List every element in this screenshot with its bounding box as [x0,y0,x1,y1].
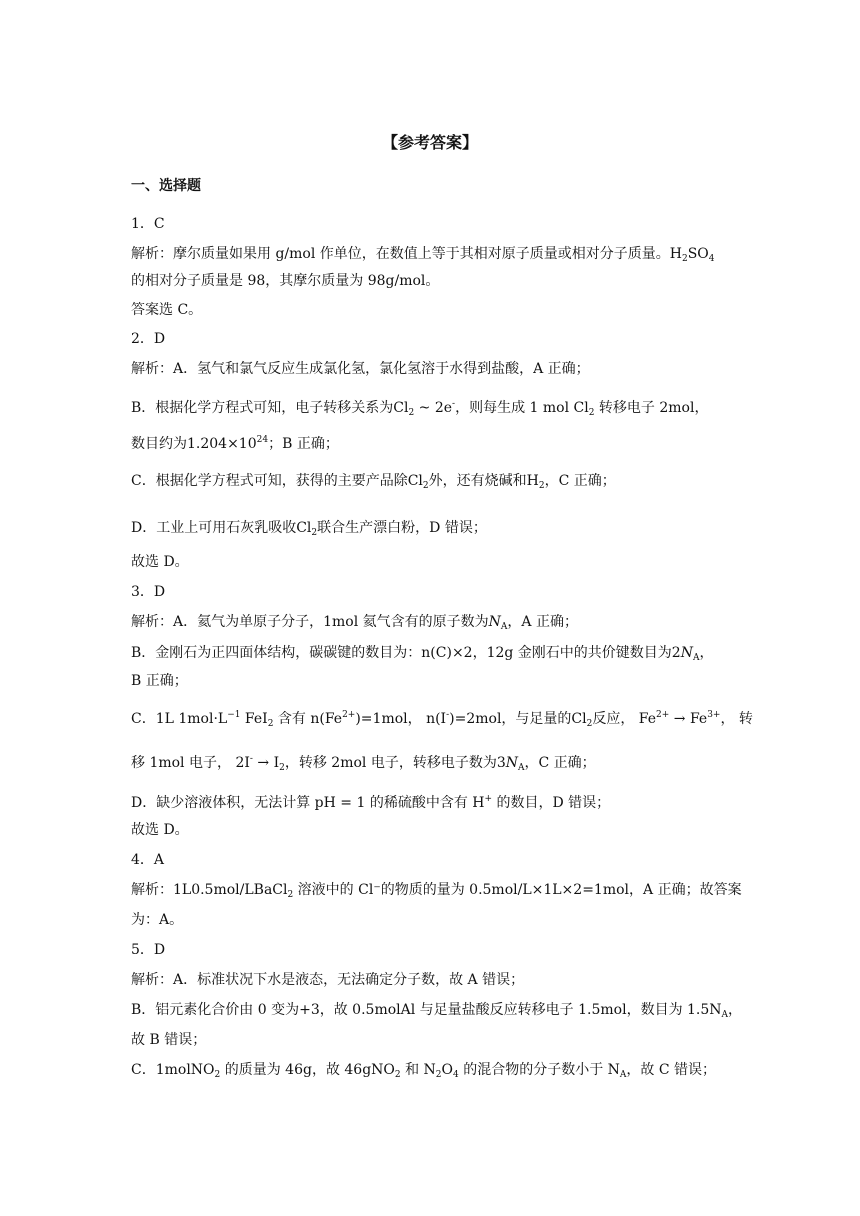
q4-explanation-line2: 为：A。 [131,912,184,928]
q2-option-b-line1: B．根据化学方程式可知，电子转移关系为$Cl_2$ ~ 2e-，则每生成 1 mol $Cl_2$ 转移电子 2mol， [131,399,709,418]
q3-option-b-line2: B 正确； [131,673,188,689]
q4-number: 4．A [131,852,165,868]
q3-option-c-line1: C．1L $1mol\cdot L^{-1}$ FeI$_2$ 含有 $n(Fe^{2+})=1mol$， n(I-)=2mol，与足量的$Cl_2$反应， $Fe^{2+} \to Fe^{3+}$， 转 [131,710,753,729]
q3-option-c-line2: 移 1mol 电子， $2I^- \to I_2$，转移 2mol 电子，转移电子数为$3N_A$，C 正确； [131,754,596,773]
q2-option-a: 解析：A．氢气和氯气反应生成氯化氢，氯化氢溶于水得到盐酸，A 正确； [131,361,590,377]
q1-explanation-line1: 解析：摩尔质量如果用 g/mol 作单位，在数值上等于其相对原子质量或相对分子质量。$H_2SO_4$ [131,246,715,264]
q2-option-b-line2: 数目约为$1.204\times 10^{24}$；B 正确； [131,435,339,452]
q3-number: 3．D [131,584,166,600]
q3-option-a: 解析：A．氦气为单原子分子，1mol 氦气含有的原子数为$N_A$，A 正确； [131,614,578,632]
q2-option-c: C．根据化学方程式可知，获得的主要产品除$Cl_2$外，还有烧碱和$H_2$，C 正确； [131,473,616,491]
q3-conclusion: 故选 D。 [131,822,189,838]
q1-answer: 答案选 C。 [131,302,203,318]
q2-conclusion: 故选 D。 [131,554,189,570]
q4-explanation-line1: 解析：1L0.5mol/LBaCl$_2$ 溶液中的 Cl⁻的物质的量为 0.5mol/L×1L×2=1mol，A 正确；故答案 [131,882,742,900]
page-title: 【参考答案】 [381,133,478,152]
q5-number: 5．D [131,942,166,958]
q5-option-b-line1: B．铝元素化合价由 0 变为+3，故 0.5molAl 与足量盐酸反应转移电子 1.5mol，数目为 $1.5N_A$， [131,1002,743,1020]
q3-option-b-line1: B．金刚石为正四面体结构，碳碳键的数目为：n(C)×2，12g 金刚石中的共价键数目为$2N_A$， [131,645,714,663]
q2-number: 2．D [131,331,166,347]
q1-number: 1．C [131,216,165,232]
q2-option-d: D．工业上可用石灰乳吸收$Cl_2$联合生产漂白粉，D 错误； [131,520,487,538]
q5-option-a: 解析：A．标准状况下水是液态，无法确定分子数，故 A 错误； [131,972,525,988]
q5-option-b-line2: 故 B 错误； [131,1032,207,1048]
q3-option-d: D．缺少溶液体积，无法计算 pH = 1 的稀硫酸中含有 H+ 的数目，D 错误； [131,794,611,811]
section-heading: 一、选择题 [131,178,201,194]
q1-explanation-line2: 的相对分子质量是 98，其摩尔质量为 98g/mol。 [131,273,440,289]
q5-option-c: C．1molNO$_2$ 的质量为 46g，故 46gNO$_2$ 和 $N_2O_4$ 的混合物的分子数小于 $N_A$，故 C 错误； [131,1062,717,1080]
